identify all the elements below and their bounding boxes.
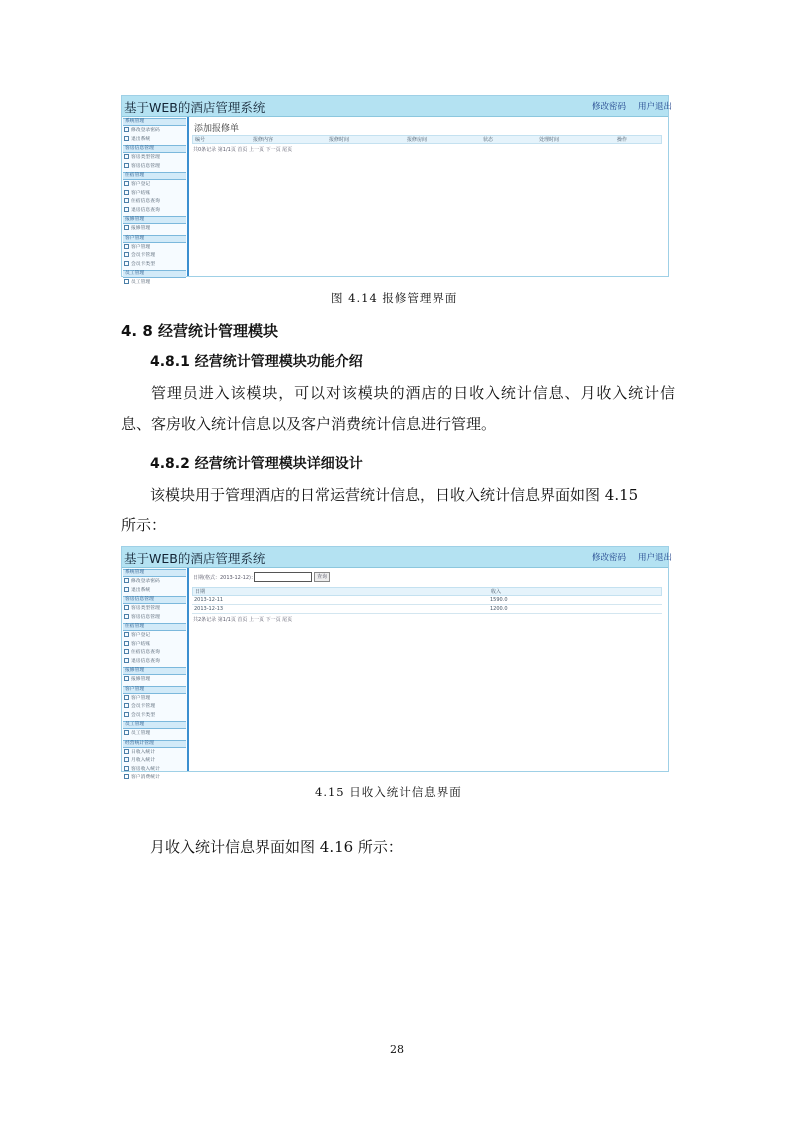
sidebar-item-label: 退房信息查询 [131,207,160,213]
repair-content [190,117,665,276]
sidebar-item[interactable] [122,730,187,739]
menu-bullet-icon [124,632,129,637]
sidebar-section-header[interactable] [123,667,186,675]
sidebar-item-label: 客户管理 [131,695,151,701]
subsection-heading-1: 4.8.1 经营统计管理模块功能介绍 [150,354,363,370]
sidebar-item-label: 客房信息管理 [125,146,154,151]
paragraph-2-line-1: 该模块用于管理酒店的日常运营统计信息，日收入统计信息界面如图 4.15 [150,486,639,504]
sidebar-item[interactable] [122,605,187,614]
sidebar-item[interactable] [122,136,187,145]
menu-bullet-icon [124,244,129,249]
logout-link[interactable]: 用户退出 [638,553,673,563]
sidebar-section-header[interactable] [123,216,186,224]
sidebar-item[interactable] [122,190,187,199]
sidebar-item[interactable] [122,587,187,596]
app-title: 基于WEB的酒店管理系统 [124,551,266,566]
sidebar-item-label: 客户管理 [125,235,145,241]
column-header: 状态 [483,137,494,143]
menu-bullet-icon [124,641,129,646]
menu-bullet-icon [124,614,129,619]
menu-bullet-icon [124,587,129,592]
figure-caption-4-15: 4.15 日收入统计信息界面 [315,785,462,799]
sidebar-item[interactable] [122,703,187,712]
paragraph-1: 管理员进入该模块，可以对该模块的酒店的日收入统计信息、月收入统计信息、客房收入统计信息以及客户消费统计信息进行管理。 [121,384,675,433]
menu-bullet-icon [124,676,129,681]
sidebar-section-header[interactable] [123,623,186,631]
sidebar-item[interactable] [122,695,187,704]
paragraph-3: 月收入统计信息界面如图 4.16 所示： [150,838,403,856]
sidebar-item-label: 员工管理 [131,280,151,285]
sidebar-item-label: 报修管理 [125,668,145,673]
menu-bullet-icon [124,181,129,186]
menu-bullet-icon [124,279,129,284]
sidebar-item-label: 报修管理 [131,226,151,231]
menu-bullet-icon [124,649,129,654]
sidebar-item-label: 会员卡类型 [131,712,155,718]
sidebar-section-header[interactable] [123,118,186,126]
sidebar-section-header[interactable] [123,145,186,153]
sidebar-item[interactable] [122,244,187,253]
menu-bullet-icon [124,127,129,132]
sidebar-item-label: 系统管理 [125,570,145,575]
page-number: 28 [390,1043,404,1056]
sidebar-item-label: 经营统计管理 [125,740,154,746]
menu-bullet-icon [124,749,129,754]
menu-bullet-icon [124,225,129,230]
sidebar-item-label: 报修管理 [131,677,151,682]
column-header: 编号 [195,137,206,143]
row-income: 1590.0 [490,597,508,603]
sidebar-item[interactable] [122,198,187,207]
sidebar-item-label: 月收入统计 [131,758,155,763]
logout-link[interactable]: 用户退出 [638,102,673,112]
table-row [192,605,662,614]
date-search-input[interactable] [254,572,312,582]
sidebar-item-label: 会员卡管理 [131,253,155,258]
table-header [192,135,662,144]
sidebar-item-label: 客户结账 [131,190,151,196]
sidebar-item-label: 客户登记 [131,633,151,638]
menu-bullet-icon [124,703,129,708]
column-header: 报修内容 [253,137,274,143]
sidebar-item-label: 修改登录密码 [131,579,160,584]
sidebar-item[interactable] [122,749,187,758]
sidebar-item-label: 住宿信息查询 [131,199,160,204]
sidebar-item-label: 住宿管理 [125,624,145,629]
menu-bullet-icon [124,766,129,771]
pager: 共0条记录 第1/1页 首页 上一页 下一页 尾页 [193,147,293,153]
sidebar-section-header[interactable] [123,235,186,243]
daily-income-content [190,568,665,771]
sidebar-item-label: 会员卡类型 [131,261,155,267]
search-button[interactable]: 查询 [314,572,330,582]
sidebar-item[interactable] [122,181,187,190]
sidebar-section-header[interactable] [123,721,186,729]
sidebar-item-label: 员工管理 [125,722,145,727]
menu-bullet-icon [124,757,129,762]
sidebar-item-label: 客房收入统计 [131,766,160,772]
menu-bullet-icon [124,136,129,141]
sidebar-item[interactable] [122,757,187,766]
sidebar-item[interactable] [122,207,187,216]
column-header-income: 收入 [491,589,502,595]
figure-caption-4-14: 图 4.14 报修管理界面 [331,291,458,305]
menu-bullet-icon [124,730,129,735]
column-header: 操作 [617,137,628,143]
table-header [192,587,662,596]
sidebar-item[interactable] [122,641,187,650]
date-search-label: 日期(格式：2013-12-12)： [193,575,256,581]
sidebar-item-label: 客户管理 [125,686,145,692]
sidebar-item[interactable] [122,261,187,270]
menu-bullet-icon [124,163,129,168]
menu-bullet-icon [124,605,129,610]
menu-bullet-icon [124,190,129,195]
menu-bullet-icon [124,774,129,779]
sidebar-menu [122,117,189,285]
row-income: 1200.0 [490,606,508,612]
menu-bullet-icon [124,261,129,266]
menu-bullet-icon [124,658,129,663]
paragraph-2-line-2: 所示： [121,516,167,534]
sidebar-item[interactable] [122,649,187,658]
sidebar-item-label: 客户登记 [131,182,151,187]
sidebar-item-label: 员工管理 [125,271,145,276]
sidebar-item-label: 系统管理 [125,119,145,124]
pager: 共2条记录 第1/1页 首页 上一页 下一页 尾页 [193,617,293,623]
sidebar-item[interactable] [122,632,187,641]
sidebar-item-label: 客房类型管理 [131,606,160,611]
sidebar-item[interactable] [122,766,187,775]
sidebar-item-label: 客房信息管理 [131,163,160,169]
sidebar-item-label: 日收入统计 [131,749,155,755]
menu-bullet-icon [124,198,129,203]
sidebar-section-header[interactable] [123,569,186,577]
sidebar-item-label: 客房信息管理 [131,614,160,620]
sidebar-item-label: 报修管理 [125,217,145,222]
row-date: 2013-12-11 [194,597,224,603]
sidebar-item-label: 客户结账 [131,641,151,647]
app-header-bar [122,547,673,568]
sidebar-item[interactable] [122,712,187,721]
sidebar-item[interactable] [122,163,187,172]
sidebar-item[interactable] [122,127,187,136]
sidebar-item-label: 修改登录密码 [131,128,160,133]
sidebar-item-label: 退出系统 [131,136,151,142]
menu-bullet-icon [124,578,129,583]
sidebar-section-header[interactable] [123,270,186,278]
row-date: 2013-12-13 [194,606,224,612]
change-password-link[interactable]: 修改密码 [592,102,627,112]
add-repair-link[interactable]: 添加报修单 [194,124,240,134]
menu-bullet-icon [124,712,129,717]
sidebar-item-label: 退房信息查询 [131,658,160,664]
menu-bullet-icon [124,695,129,700]
column-header: 处理时间 [539,137,560,143]
column-header-date: 日期 [195,589,206,595]
sidebar-item[interactable] [122,252,187,261]
sidebar-section-header[interactable] [123,172,186,180]
menu-bullet-icon [124,252,129,257]
figure-4-15-screenshot [121,546,673,780]
sidebar-item-label: 会员卡管理 [131,704,155,709]
sidebar-item-label: 退出系统 [131,587,151,593]
sidebar-section-header[interactable] [123,596,186,604]
sidebar-section-header[interactable] [123,740,186,748]
sidebar-item[interactable] [122,658,187,667]
app-title: 基于WEB的酒店管理系统 [124,100,266,115]
sidebar-item[interactable] [122,154,187,163]
table-row [192,596,662,605]
subsection-heading-2: 4.8.2 经营统计管理模块详细设计 [150,456,363,472]
sidebar-item-label: 住宿管理 [125,173,145,178]
app-header-bar [122,96,673,117]
figure-4-14-screenshot [121,95,673,285]
sidebar-item[interactable] [122,614,187,623]
sidebar-menu [122,568,189,780]
column-header: 报修房间 [407,137,428,143]
column-header: 报修时间 [329,137,350,143]
section-heading: 4. 8 经营统计管理模块 [121,322,279,340]
sidebar-item[interactable] [122,676,187,685]
menu-bullet-icon [124,154,129,159]
sidebar-item[interactable] [122,774,187,783]
sidebar-item[interactable] [122,578,187,587]
sidebar-item-label: 客房类型管理 [131,155,160,160]
sidebar-item-label: 住宿信息查询 [131,650,160,655]
sidebar-item-label: 客房信息管理 [125,597,154,602]
sidebar-item[interactable] [122,279,187,288]
menu-bullet-icon [124,207,129,212]
change-password-link[interactable]: 修改密码 [592,553,627,563]
sidebar-item[interactable] [122,225,187,234]
sidebar-item-label: 员工管理 [131,731,151,736]
sidebar-item-label: 客户消费统计 [131,775,160,780]
sidebar-item-label: 客户管理 [131,244,151,250]
sidebar-section-header[interactable] [123,686,186,694]
